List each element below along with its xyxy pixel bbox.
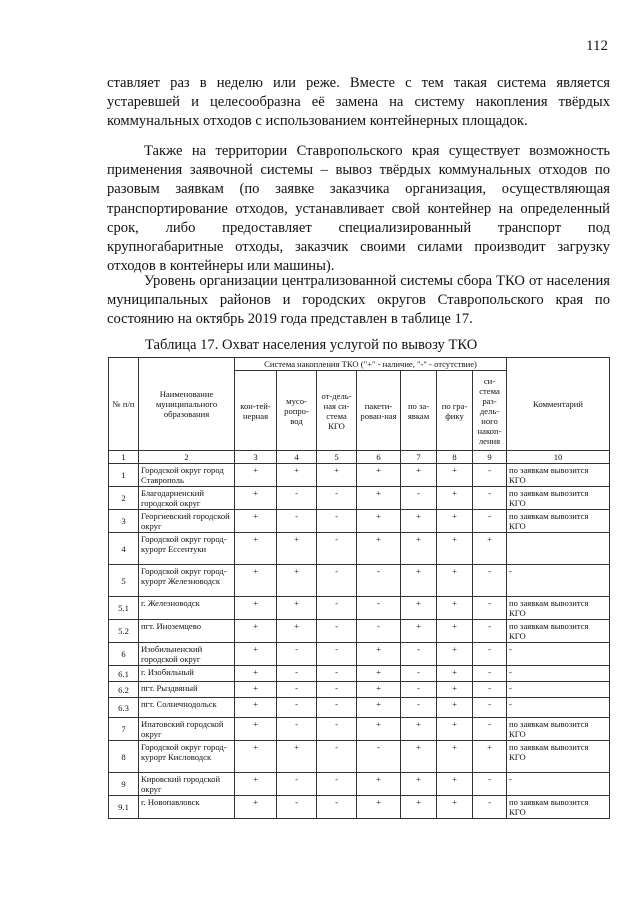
table-row — [109, 487, 610, 510]
row-value-cell: + — [401, 773, 437, 796]
row-value-cell: + — [473, 741, 507, 773]
row-value-cell: - — [473, 682, 507, 698]
row-value-cell: + — [277, 464, 317, 487]
row-comment-cell: по заявкам вывозится КГО — [507, 796, 610, 819]
row-value-cell: + — [357, 464, 401, 487]
row-number-cell: 6.2 — [109, 682, 139, 698]
row-value-cell: + — [235, 773, 277, 796]
row-comment-cell: - — [507, 666, 610, 682]
row-value-cell: - — [317, 510, 357, 533]
row-value-cell: + — [401, 796, 437, 819]
col-number: 7 — [401, 451, 437, 464]
row-value-cell: - — [401, 666, 437, 682]
row-number-cell: 8 — [109, 741, 139, 773]
row-value-cell: - — [277, 682, 317, 698]
table-row — [109, 666, 610, 682]
row-value-cell: - — [357, 620, 401, 643]
row-value-cell: + — [277, 533, 317, 565]
table-row — [109, 533, 610, 565]
row-value-cell: + — [235, 565, 277, 597]
row-value-cell: + — [235, 741, 277, 773]
row-value-cell: - — [317, 643, 357, 666]
header-kgo: от-дель-ная си-стема КГО — [317, 371, 357, 451]
coverage-table — [108, 357, 610, 819]
row-value-cell: + — [437, 741, 473, 773]
row-value-cell: + — [235, 620, 277, 643]
row-value-cell: - — [277, 510, 317, 533]
row-value-cell: + — [401, 565, 437, 597]
row-value-cell: + — [235, 796, 277, 819]
header-scheduled: по гра-фику — [437, 371, 473, 451]
row-value-cell: - — [317, 533, 357, 565]
row-value-cell: - — [317, 682, 357, 698]
row-number-cell: 6.1 — [109, 666, 139, 682]
col-number: 10 — [507, 451, 610, 464]
row-value-cell: + — [357, 643, 401, 666]
row-value-cell: - — [401, 698, 437, 718]
row-value-cell: - — [317, 773, 357, 796]
row-value-cell: - — [317, 597, 357, 620]
row-value-cell: + — [357, 510, 401, 533]
row-value-cell: - — [277, 666, 317, 682]
row-value-cell: + — [357, 773, 401, 796]
row-value-cell: - — [317, 698, 357, 718]
header-comment: Комментарий — [507, 358, 610, 451]
row-number-cell: 9 — [109, 773, 139, 796]
row-value-cell: + — [357, 698, 401, 718]
table-row — [109, 718, 610, 741]
row-name-cell: г. Новопавловск — [139, 796, 235, 819]
row-value-cell: + — [401, 510, 437, 533]
header-separate: си-стема раз-дель-ного накоп-ления — [473, 371, 507, 451]
row-value-cell: - — [357, 565, 401, 597]
row-value-cell: + — [437, 464, 473, 487]
row-value-cell: + — [235, 718, 277, 741]
table-row — [109, 464, 610, 487]
row-value-cell: + — [235, 597, 277, 620]
header-num: № п/п — [109, 358, 139, 451]
table-row — [109, 741, 610, 773]
row-value-cell: - — [473, 796, 507, 819]
row-value-cell: + — [437, 698, 473, 718]
row-value-cell: + — [437, 487, 473, 510]
header-on-request: по за-явкам — [401, 371, 437, 451]
row-value-cell: - — [317, 620, 357, 643]
row-comment-cell: - — [507, 773, 610, 796]
row-value-cell: + — [235, 643, 277, 666]
row-number-cell: 7 — [109, 718, 139, 741]
row-value-cell: + — [401, 741, 437, 773]
row-name-cell: пгт. Солнечнодольск — [139, 698, 235, 718]
row-value-cell: - — [277, 773, 317, 796]
column-number-row — [109, 451, 610, 464]
row-comment-cell: - — [507, 682, 610, 698]
row-number-cell: 2 — [109, 487, 139, 510]
row-value-cell: - — [317, 565, 357, 597]
row-name-cell: Благодарненский городской округ — [139, 487, 235, 510]
row-value-cell: - — [317, 741, 357, 773]
row-value-cell: - — [401, 682, 437, 698]
row-value-cell: - — [357, 597, 401, 620]
row-value-cell: - — [473, 565, 507, 597]
row-value-cell: + — [235, 510, 277, 533]
row-value-cell: + — [437, 718, 473, 741]
row-value-cell: + — [401, 620, 437, 643]
row-comment-cell: по заявкам вывозится КГО — [507, 718, 610, 741]
row-value-cell: + — [437, 773, 473, 796]
row-value-cell: + — [357, 487, 401, 510]
row-name-cell: Изобильненский городской округ — [139, 643, 235, 666]
header-container: кон-тей-нерная — [235, 371, 277, 451]
table-row — [109, 698, 610, 718]
row-name-cell: пгт. Иноземцево — [139, 620, 235, 643]
row-value-cell: + — [437, 597, 473, 620]
row-value-cell: + — [235, 698, 277, 718]
row-value-cell: + — [317, 464, 357, 487]
row-value-cell: - — [473, 643, 507, 666]
row-comment-cell — [507, 533, 610, 565]
table-row — [109, 620, 610, 643]
row-value-cell: + — [277, 597, 317, 620]
row-value-cell: - — [277, 487, 317, 510]
col-number: 5 — [317, 451, 357, 464]
col-number: 8 — [437, 451, 473, 464]
row-value-cell: - — [473, 464, 507, 487]
row-name-cell: Городской округ город-курорт Ессентуки — [139, 533, 235, 565]
body-paragraph: Уровень организации централизованной системы сбора ТКО от населения муниципальных районов и городских округов Ставропольского края по состоянию на октябрь 2019 года представлен в таблице 17. — [107, 273, 610, 328]
row-comment-cell: по заявкам вывозится КГО — [507, 620, 610, 643]
row-value-cell: - — [473, 597, 507, 620]
row-comment-cell: - — [507, 643, 610, 666]
col-number: 6 — [357, 451, 401, 464]
row-value-cell: - — [317, 796, 357, 819]
row-value-cell: + — [473, 533, 507, 565]
header-name: Наименование муниципального образования — [139, 358, 235, 451]
row-number-cell: 5.1 — [109, 597, 139, 620]
row-name-cell: Городской округ город Ставрополь — [139, 464, 235, 487]
row-name-cell: г. Железноводск — [139, 597, 235, 620]
row-value-cell: + — [235, 533, 277, 565]
table-row — [109, 682, 610, 698]
row-value-cell: + — [401, 533, 437, 565]
row-value-cell: - — [473, 666, 507, 682]
row-value-cell: + — [235, 487, 277, 510]
row-value-cell: - — [317, 487, 357, 510]
col-number: 9 — [473, 451, 507, 464]
page-number: 112 — [586, 38, 608, 54]
row-comment-cell: по заявкам вывозится КГО — [507, 741, 610, 773]
row-comment-cell: по заявкам вывозится КГО — [507, 464, 610, 487]
row-value-cell: + — [401, 464, 437, 487]
row-number-cell: 3 — [109, 510, 139, 533]
table-row — [109, 773, 610, 796]
header-chute: мусо-ропро-вод — [277, 371, 317, 451]
row-value-cell: + — [437, 510, 473, 533]
row-value-cell: + — [357, 718, 401, 741]
table-row — [109, 565, 610, 597]
row-value-cell: + — [437, 533, 473, 565]
row-comment-cell: - — [507, 565, 610, 597]
row-value-cell: - — [473, 620, 507, 643]
row-name-cell: Городской округ город-курорт Кисловодск — [139, 741, 235, 773]
row-value-cell: + — [357, 796, 401, 819]
body-paragraph: ставляет раз в неделю или реже. Вместе с тем такая система является устаревшей и целесообразна её замена на систему накопления твёрдых коммунальных отходов с использованием контейнерных площадок. — [107, 75, 610, 130]
row-name-cell: Георгиевский городской округ — [139, 510, 235, 533]
col-number: 2 — [139, 451, 235, 464]
row-value-cell: - — [401, 487, 437, 510]
row-value-cell: - — [277, 643, 317, 666]
row-value-cell: + — [437, 796, 473, 819]
row-name-cell: г. Изобильный — [139, 666, 235, 682]
header-bagged: пакети-рован-ная — [357, 371, 401, 451]
row-value-cell: + — [277, 565, 317, 597]
row-value-cell: - — [317, 718, 357, 741]
row-comment-cell: по заявкам вывозится КГО — [507, 510, 610, 533]
row-value-cell: + — [277, 741, 317, 773]
col-number: 3 — [235, 451, 277, 464]
row-name-cell: Кировский городской округ — [139, 773, 235, 796]
header-system-group: Система накопления ТКО ("+" - наличие, "-" - отсутствие) — [235, 358, 507, 371]
row-value-cell: + — [437, 666, 473, 682]
row-value-cell: - — [277, 698, 317, 718]
body-paragraph: Также на территории Ставропольского края существует возможность применения заявочной системы – вывоз твёрдых коммунальных отходов по разовым заявкам (по заявке заказчика организация, осуществляющая транспортирование отходов, устанавливает свой контейнер на определенный срок, либо предоставляет специализированный транспорт под крупногабаритные отходы, заказчик своими силами производит загрузку отходов в контейнеры или машины). — [107, 143, 610, 275]
row-value-cell: + — [235, 682, 277, 698]
row-name-cell: Ипатовский городской округ — [139, 718, 235, 741]
row-name-cell: Городской округ город-курорт Железноводск — [139, 565, 235, 597]
table-row — [109, 796, 610, 819]
table-row — [109, 643, 610, 666]
row-value-cell: + — [401, 597, 437, 620]
row-value-cell: + — [437, 620, 473, 643]
row-number-cell: 5 — [109, 565, 139, 597]
row-value-cell: + — [357, 666, 401, 682]
row-value-cell: - — [473, 773, 507, 796]
row-comment-cell: по заявкам вывозится КГО — [507, 487, 610, 510]
row-value-cell: - — [473, 510, 507, 533]
row-number-cell: 4 — [109, 533, 139, 565]
row-value-cell: - — [401, 643, 437, 666]
row-value-cell: + — [235, 666, 277, 682]
row-name-cell: пгт. Рыздвяный — [139, 682, 235, 698]
row-value-cell: + — [437, 643, 473, 666]
table-caption: Таблица 17. Охват населения услугой по вывозу ТКО — [145, 337, 478, 353]
row-value-cell: - — [357, 741, 401, 773]
row-value-cell: + — [235, 464, 277, 487]
row-comment-cell: - — [507, 698, 610, 718]
row-value-cell: - — [317, 666, 357, 682]
row-value-cell: + — [401, 718, 437, 741]
row-value-cell: + — [437, 682, 473, 698]
row-number-cell: 6.3 — [109, 698, 139, 718]
row-value-cell: - — [277, 796, 317, 819]
row-value-cell: - — [473, 718, 507, 741]
row-value-cell: + — [357, 533, 401, 565]
row-value-cell: + — [357, 682, 401, 698]
table-row — [109, 510, 610, 533]
row-number-cell: 9.1 — [109, 796, 139, 819]
row-comment-cell: по заявкам вывозится КГО — [507, 597, 610, 620]
col-number: 1 — [109, 451, 139, 464]
row-number-cell: 5.2 — [109, 620, 139, 643]
row-value-cell: + — [277, 620, 317, 643]
col-number: 4 — [277, 451, 317, 464]
row-value-cell: - — [473, 698, 507, 718]
table-row — [109, 597, 610, 620]
row-value-cell: + — [437, 565, 473, 597]
row-value-cell: - — [473, 487, 507, 510]
row-value-cell: - — [277, 718, 317, 741]
row-number-cell: 6 — [109, 643, 139, 666]
row-number-cell: 1 — [109, 464, 139, 487]
